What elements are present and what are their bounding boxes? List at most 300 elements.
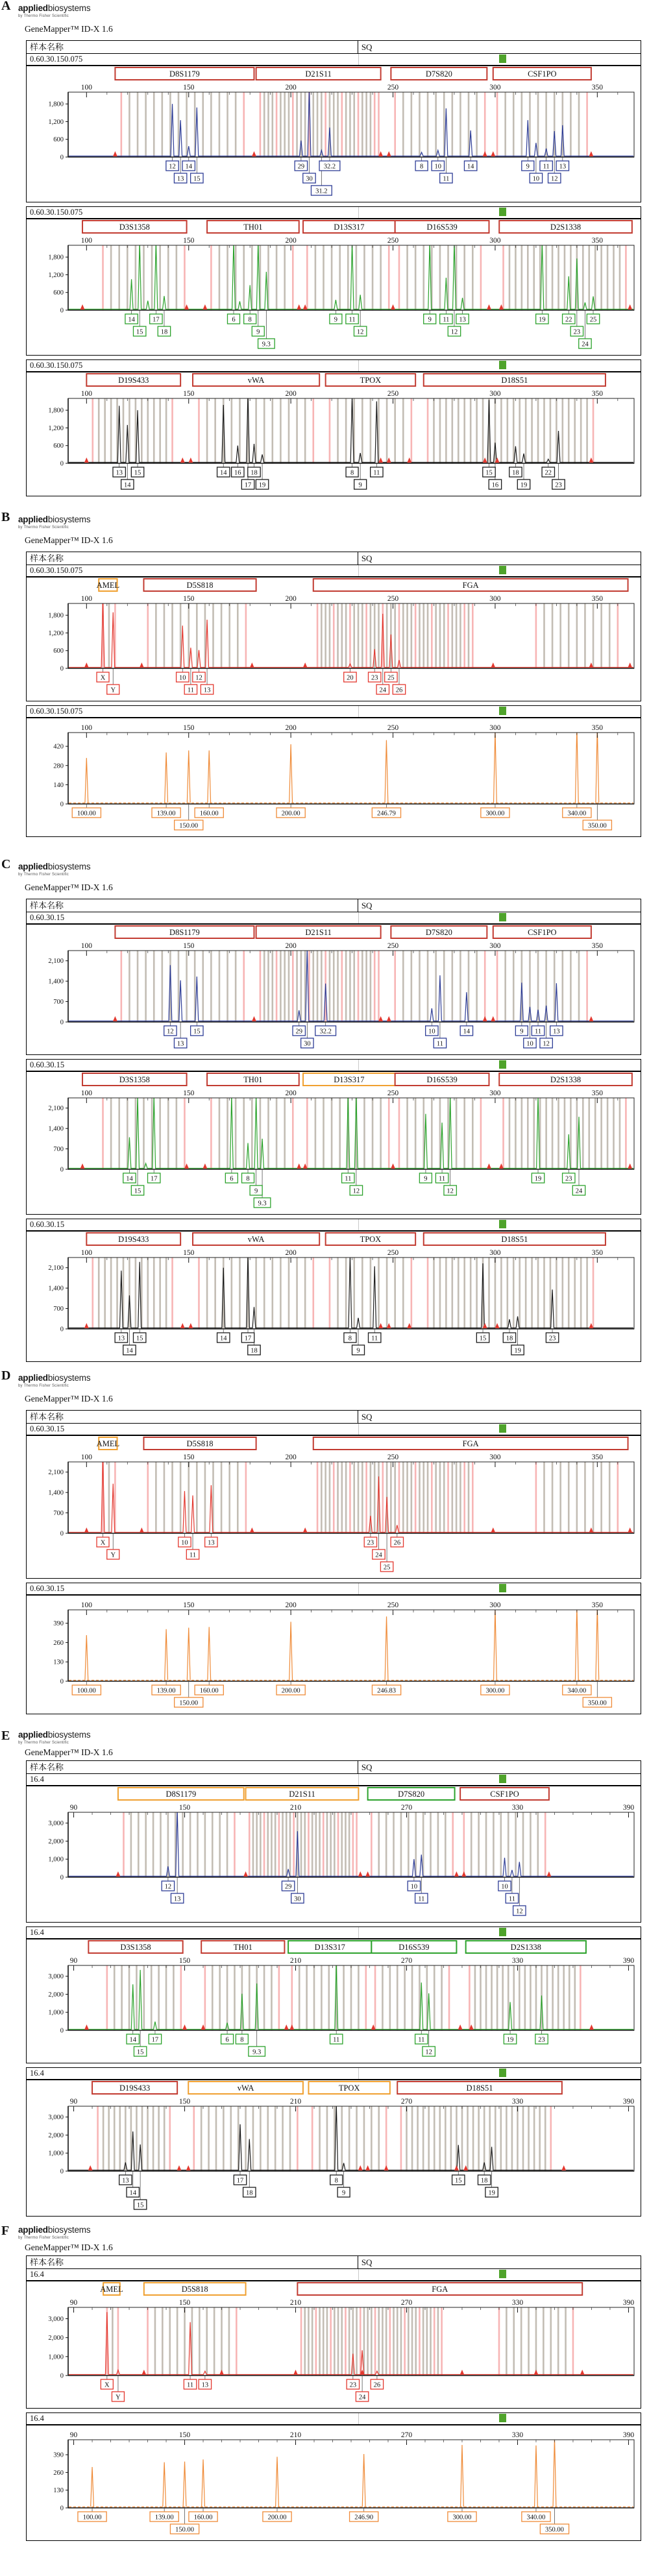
allele-bin-marker <box>312 92 314 157</box>
allele-bin-marker <box>411 951 413 1022</box>
allele-call-label: 13 <box>122 2177 129 2185</box>
locus-label: CSF1PO <box>528 69 557 79</box>
x-axis-tick-label: 350 <box>591 237 603 245</box>
allele-bin-marker <box>476 92 478 157</box>
allele-bin-marker <box>543 603 545 668</box>
allele-call-label: 160.00 <box>193 2514 213 2521</box>
allele-bin-marker <box>593 398 594 463</box>
allele-bin-marker <box>284 92 286 157</box>
allele-bin-marker <box>214 1258 216 1329</box>
allele-bin-marker <box>422 603 424 668</box>
allele-bin-marker <box>349 2106 350 2171</box>
allele-bin-marker <box>127 245 129 310</box>
allele-bin-marker <box>176 245 178 310</box>
locus-label: FGA <box>432 2285 448 2294</box>
allele-call-label: 10 <box>532 175 540 183</box>
allele-call-label: 23 <box>367 1539 374 1547</box>
allele-bin-marker <box>365 603 367 668</box>
allele-bin-marker <box>333 92 335 157</box>
allele-bin-marker <box>361 1258 363 1329</box>
locus-label: D5S818 <box>186 581 214 590</box>
x-axis-tick-label: 210 <box>289 1804 302 1812</box>
allele-bin-marker <box>291 1965 293 2030</box>
allele-bin-marker <box>284 1098 286 1169</box>
allele-bin-marker <box>415 245 417 310</box>
allele-bin-marker <box>341 603 343 668</box>
allele-bin-marker <box>227 1965 228 2030</box>
allele-call-label: 14 <box>219 1335 227 1343</box>
allele-bin-marker <box>568 1462 570 1533</box>
allele-bin-marker <box>484 951 486 1022</box>
sq-quality-indicator <box>499 1220 506 1228</box>
allele-bin-marker <box>117 2307 119 2376</box>
allele-bin-marker <box>427 1462 429 1533</box>
x-axis-tick-label: 90 <box>69 1957 78 1965</box>
allele-bin-marker <box>563 1965 565 2030</box>
allele-call-label: 8 <box>246 1175 250 1183</box>
allele-bin-marker <box>153 1812 154 1877</box>
allele-bin-marker <box>347 245 349 310</box>
allele-bin-marker <box>210 92 212 157</box>
allele-bin-marker <box>552 245 554 310</box>
locus-label: CSF1PO <box>490 1790 519 1799</box>
x-axis-tick-label: 330 <box>511 2431 524 2439</box>
allele-bin-marker <box>312 398 314 463</box>
allele-bin-marker <box>260 951 262 1022</box>
allele-bin-marker <box>398 1098 400 1169</box>
strip-box <box>26 1939 641 2063</box>
x-axis-tick-label: 250 <box>387 1453 399 1461</box>
allele-call-label: 6 <box>232 316 236 324</box>
y-axis-tick-label: 2,000 <box>48 2335 64 2342</box>
allele-bin-marker <box>164 603 165 668</box>
allele-bin-marker <box>167 1098 169 1169</box>
allele-bin-marker <box>204 1812 206 1877</box>
x-axis-tick-label: 300 <box>489 1453 501 1461</box>
allele-bin-marker <box>312 2307 313 2376</box>
allele-call-label: 11 <box>443 175 450 183</box>
allele-call-label: 14 <box>129 2189 136 2197</box>
column-divider <box>358 1060 359 1071</box>
allele-bin-marker <box>204 1965 206 2030</box>
allele-call-label: 18 <box>506 1335 513 1343</box>
allele-bin-marker <box>147 398 149 463</box>
allele-call-label: 29 <box>295 1028 302 1036</box>
allele-bin-marker <box>158 2106 160 2171</box>
allele-bin-marker <box>559 1462 561 1533</box>
panel-header <box>1 857 641 899</box>
allele-call-label: 14 <box>219 469 227 477</box>
locus-label: D3S1358 <box>119 1075 150 1084</box>
allele-bin-marker <box>103 2106 104 2171</box>
allele-bin-marker <box>108 1462 110 1533</box>
allele-call-label: 300.00 <box>485 810 505 818</box>
locus-label: D16S539 <box>426 1075 458 1084</box>
panel-E <box>1 1729 641 2217</box>
allele-bin-marker <box>155 603 157 668</box>
allele-bin-marker <box>300 1812 302 1877</box>
allele-bin-marker <box>531 1258 533 1329</box>
allele-bin-marker <box>235 1098 237 1169</box>
allele-bin-marker <box>341 1462 343 1533</box>
allele-bin-marker <box>280 398 282 463</box>
allele-bin-marker <box>358 1965 360 2030</box>
allele-call-label: 160.00 <box>199 810 219 818</box>
allele-bin-marker <box>92 398 93 463</box>
allele-call-label: 29 <box>297 163 305 171</box>
allele-bin-marker <box>386 603 388 668</box>
allele-bin-marker <box>263 92 265 157</box>
allele-bin-marker <box>263 1965 265 2030</box>
allele-bin-marker <box>535 1965 537 2030</box>
allele-call-label: 12 <box>516 1908 523 1915</box>
allele-bin-marker <box>267 1812 269 1877</box>
allele-bin-marker <box>521 1098 523 1169</box>
allele-bin-marker <box>263 1812 265 1877</box>
allele-bin-marker <box>321 951 323 1022</box>
allele-bin-marker <box>439 1258 441 1329</box>
allele-bin-marker <box>484 92 486 157</box>
allele-bin-marker <box>370 603 372 668</box>
brand-logo <box>18 1730 90 1745</box>
sample-name: 0.60.30.150.075 <box>30 360 83 370</box>
allele-call-label: 150.00 <box>179 822 199 830</box>
y-axis-tick-label: 1,200 <box>48 271 64 279</box>
locus-label: D8S1179 <box>165 1790 197 1799</box>
x-axis-tick-label: 150 <box>183 942 195 950</box>
allele-bin-marker <box>288 398 290 463</box>
allele-bin-marker <box>341 92 343 157</box>
allele-bin-marker <box>470 398 472 463</box>
y-axis-tick-label: 600 <box>53 289 64 297</box>
electropherogram-strip <box>27 2080 641 2216</box>
column-divider <box>358 207 359 218</box>
x-axis-tick-label: 200 <box>285 1249 297 1257</box>
allele-call-label: 11 <box>189 1551 197 1559</box>
allele-bin-marker <box>365 951 367 1022</box>
x-axis-tick-label: 300 <box>489 595 501 603</box>
allele-bin-marker <box>92 1258 93 1329</box>
allele-bin-marker <box>370 951 372 1022</box>
y-axis-tick-label: 1,000 <box>48 2009 64 2017</box>
x-axis-tick-label: 150 <box>183 1453 195 1461</box>
allele-bin-marker <box>143 1098 145 1169</box>
allele-bin-marker <box>365 92 367 157</box>
allele-bin-marker <box>365 1462 367 1533</box>
allele-bin-marker <box>272 951 274 1022</box>
allele-call-label: 14 <box>129 2036 136 2044</box>
allele-call-label: 200.00 <box>281 810 300 818</box>
allele-bin-marker <box>564 1098 566 1169</box>
allele-bin-marker <box>402 1462 404 1533</box>
allele-call-label: 15 <box>479 1335 487 1343</box>
sq-quality-indicator <box>499 208 506 216</box>
allele-bin-marker <box>528 2106 530 2171</box>
allele-call-label: 19 <box>506 2036 514 2044</box>
sample-name: 16.4 <box>30 2269 44 2279</box>
allele-bin-marker <box>292 245 294 310</box>
allele-bin-marker <box>243 951 245 1022</box>
allele-bin-marker <box>520 2307 522 2376</box>
allele-bin-marker <box>509 245 511 310</box>
brand-logo-light: biosystems <box>47 1730 91 1740</box>
allele-call-label: 9.3 <box>262 341 271 348</box>
allele-call-label: 18 <box>512 469 519 477</box>
allele-call-label: 11 <box>439 1175 446 1183</box>
allele-call-label: 13 <box>203 687 211 694</box>
allele-bin-marker <box>386 2307 387 2376</box>
strip-box <box>26 1596 641 1714</box>
locus-label: D7S820 <box>398 1790 425 1799</box>
y-axis-tick-label: 3,000 <box>48 1973 64 1981</box>
allele-bin-marker <box>588 1098 590 1169</box>
allele-bin-marker <box>267 2106 269 2171</box>
allele-bin-marker <box>169 2106 171 2171</box>
x-axis-tick-label: 250 <box>387 595 399 603</box>
allele-call-label: 17 <box>153 316 160 324</box>
brand-subtitle: by Thermo Fisher Scientific <box>18 14 69 18</box>
allele-bin-marker <box>358 603 360 668</box>
allele-bin-marker <box>326 2106 328 2171</box>
allele-call-label: 11 <box>543 163 550 171</box>
allele-bin-marker <box>439 245 441 310</box>
allele-bin-marker <box>552 1462 554 1533</box>
allele-call-label: 150.00 <box>175 2526 194 2534</box>
x-axis-tick-label: 390 <box>622 1957 635 1965</box>
sq-column-header: SQ <box>361 1412 373 1422</box>
allele-call-label: 12 <box>167 1028 174 1036</box>
allele-bin-marker <box>349 951 351 1022</box>
allele-bin-marker <box>480 245 482 310</box>
allele-bin-marker <box>506 2307 508 2376</box>
column-divider <box>358 1774 359 1785</box>
panel-letter: B <box>1 510 10 524</box>
x-axis-tick-label: 350 <box>591 84 603 91</box>
allele-bin-marker <box>255 1258 257 1329</box>
allele-bin-marker <box>513 1965 515 2030</box>
y-axis-tick-label: 0 <box>60 1530 64 1538</box>
allele-bin-marker <box>227 1812 228 1877</box>
allele-call-label: 23 <box>371 674 378 682</box>
x-axis-tick-label: 250 <box>387 942 399 950</box>
allele-bin-marker <box>461 2106 463 2171</box>
y-axis-tick-label: 0 <box>60 801 64 808</box>
allele-bin-marker <box>198 398 200 463</box>
allele-bin-marker <box>343 1965 345 2030</box>
allele-call-label: 12 <box>447 1187 454 1195</box>
y-axis-tick-label: 1,200 <box>48 629 64 637</box>
allele-bin-marker <box>609 1462 611 1533</box>
sample-name: 0.60.30.15 <box>30 1219 65 1229</box>
allele-call-label: 11 <box>333 2036 340 2044</box>
locus-label: D5S818 <box>181 2285 208 2294</box>
allele-bin-marker <box>371 2106 373 2171</box>
allele-bin-marker <box>164 2106 165 2171</box>
allele-bin-marker <box>331 245 333 310</box>
allele-bin-marker <box>491 1965 493 2030</box>
y-axis-tick-label: 0 <box>60 665 64 673</box>
allele-bin-marker <box>256 1812 258 1877</box>
allele-call-label: 350.00 <box>587 1699 607 1707</box>
allele-call-label: 13 <box>553 1028 560 1036</box>
allele-bin-marker <box>363 245 365 310</box>
allele-bin-marker <box>106 1965 108 2030</box>
allele-bin-marker <box>545 1812 546 1877</box>
sample-name: 16.4 <box>30 2068 44 2078</box>
allele-bin-marker <box>317 603 319 668</box>
allele-bin-marker <box>321 1462 323 1533</box>
allele-bin-marker <box>468 1462 470 1533</box>
allele-call-label: 10 <box>410 1883 418 1891</box>
allele-bin-marker <box>463 1812 465 1877</box>
allele-bin-marker <box>329 1462 331 1533</box>
allele-bin-marker <box>470 1258 472 1329</box>
allele-bin-marker <box>306 245 308 310</box>
panel-header <box>1 1368 641 1410</box>
allele-call-label: 15 <box>193 1028 201 1036</box>
allele-bin-marker <box>304 2307 306 2376</box>
sample-name-column-header: 样本名称 <box>27 41 358 53</box>
allele-call-label: 10 <box>181 1539 188 1547</box>
allele-call-label: 12 <box>356 328 364 336</box>
allele-bin-marker <box>394 398 396 463</box>
brand-logo-bold: applied <box>18 862 48 871</box>
x-axis-tick-label: 350 <box>591 595 603 603</box>
brand-subtitle: by Thermo Fisher Scientific <box>18 526 69 529</box>
sq-quality-indicator <box>499 566 506 574</box>
allele-bin-marker <box>206 2307 208 2376</box>
allele-call-label: 139.00 <box>156 810 176 818</box>
x-axis-tick-label: 100 <box>80 595 92 603</box>
allele-bin-marker <box>502 245 504 310</box>
allele-bin-marker <box>116 1258 118 1329</box>
allele-bin-marker <box>245 603 247 668</box>
sample-row <box>26 2268 641 2281</box>
allele-bin-marker <box>434 1965 435 2030</box>
allele-bin-marker <box>386 398 388 463</box>
allele-bin-marker <box>371 2307 373 2376</box>
allele-bin-marker <box>411 1258 413 1329</box>
allele-bin-marker <box>522 1812 524 1877</box>
allele-call-label: 12 <box>164 1883 172 1891</box>
x-axis-tick-label: 350 <box>591 1453 603 1461</box>
x-axis-tick-label: 200 <box>285 1453 297 1461</box>
allele-bin-marker <box>159 1098 161 1169</box>
allele-bin-marker <box>441 2307 443 2376</box>
x-axis-tick-label: 300 <box>489 237 501 245</box>
x-axis-tick-label: 100 <box>80 237 92 245</box>
brand-logo-light: biosystems <box>47 2225 91 2235</box>
sample-row <box>26 912 641 925</box>
allele-bin-marker <box>121 1965 123 2030</box>
locus-label: D7S820 <box>425 928 452 937</box>
allele-bin-marker <box>337 1812 339 1877</box>
allele-bin-marker <box>500 1258 502 1329</box>
allele-bin-marker <box>452 398 454 463</box>
strip-box <box>26 2080 641 2217</box>
allele-bin-marker <box>582 245 584 310</box>
sample-name: 0.60.30.150.075 <box>30 706 83 716</box>
allele-bin-marker <box>306 1965 308 2030</box>
allele-bin-marker <box>393 1812 395 1877</box>
allele-bin-marker <box>530 1965 532 2030</box>
x-axis-tick-label: 250 <box>387 1089 399 1097</box>
brand-subtitle: by Thermo Fisher Scientific <box>18 1384 69 1388</box>
brand-logo-bold: applied <box>18 515 48 524</box>
allele-bin-marker <box>323 1098 324 1169</box>
allele-bin-marker <box>545 1098 547 1169</box>
x-axis-tick-label: 270 <box>400 1804 413 1812</box>
sq-column-header: SQ <box>361 901 373 910</box>
allele-call-label: 10 <box>428 1028 435 1036</box>
allele-bin-marker <box>557 1098 559 1169</box>
allele-bin-marker <box>550 2307 552 2376</box>
allele-bin-marker <box>374 92 376 157</box>
y-axis-tick-label: 130 <box>53 2487 64 2495</box>
allele-bin-marker <box>468 603 470 668</box>
y-axis-tick-label: 1,400 <box>48 1285 64 1293</box>
sample-name-column-header: 样本名称 <box>27 2256 358 2268</box>
allele-bin-marker <box>435 603 437 668</box>
allele-bin-marker <box>390 1462 392 1533</box>
locus-label: D16S539 <box>426 223 458 232</box>
allele-bin-marker <box>415 2307 417 2376</box>
allele-call-label: 14 <box>467 163 474 171</box>
sample-table-header <box>26 552 641 565</box>
allele-bin-marker <box>278 1812 280 1877</box>
allele-bin-marker <box>527 1098 529 1169</box>
x-axis-tick-label: 150 <box>178 2098 191 2106</box>
allele-bin-marker <box>593 1462 594 1533</box>
allele-bin-marker <box>456 1098 458 1169</box>
allele-bin-marker <box>404 2307 406 2376</box>
x-axis-tick-label: 210 <box>289 2431 302 2439</box>
allele-bin-marker <box>527 245 529 310</box>
allele-call-label: 25 <box>383 1564 391 1572</box>
allele-bin-marker <box>162 951 164 1022</box>
allele-bin-marker <box>356 2307 358 2376</box>
allele-bin-marker <box>177 2307 178 2376</box>
allele-call-label: 340.00 <box>567 1687 587 1695</box>
allele-bin-marker <box>296 951 298 1022</box>
allele-bin-marker <box>586 951 588 1022</box>
locus-label: TPOX <box>338 2084 360 2093</box>
allele-bin-marker <box>434 2307 435 2376</box>
y-axis-tick-label: 1,800 <box>48 254 64 261</box>
electropherogram-strip <box>27 1436 641 1578</box>
allele-bin-marker <box>515 245 517 310</box>
allele-bin-marker <box>537 92 539 157</box>
x-axis-tick-label: 100 <box>80 1089 92 1097</box>
allele-call-label: 13 <box>177 1040 184 1048</box>
x-axis-tick-label: 350 <box>591 942 603 950</box>
allele-bin-marker <box>378 1258 380 1329</box>
allele-bin-marker <box>427 951 429 1022</box>
allele-bin-marker <box>204 1462 206 1533</box>
allele-bin-marker <box>463 245 465 310</box>
allele-bin-marker <box>363 1098 365 1169</box>
allele-bin-marker <box>312 1258 314 1329</box>
allele-bin-marker <box>345 951 347 1022</box>
allele-bin-marker <box>625 1098 627 1169</box>
allele-bin-marker <box>533 1098 535 1169</box>
x-axis-tick-label: 300 <box>489 724 501 732</box>
x-axis-tick-label: 100 <box>80 1601 92 1609</box>
strip-box <box>26 219 641 356</box>
allele-bin-marker <box>389 1965 391 2030</box>
x-axis-tick-label: 300 <box>489 84 501 91</box>
allele-bin-marker <box>435 1462 437 1533</box>
